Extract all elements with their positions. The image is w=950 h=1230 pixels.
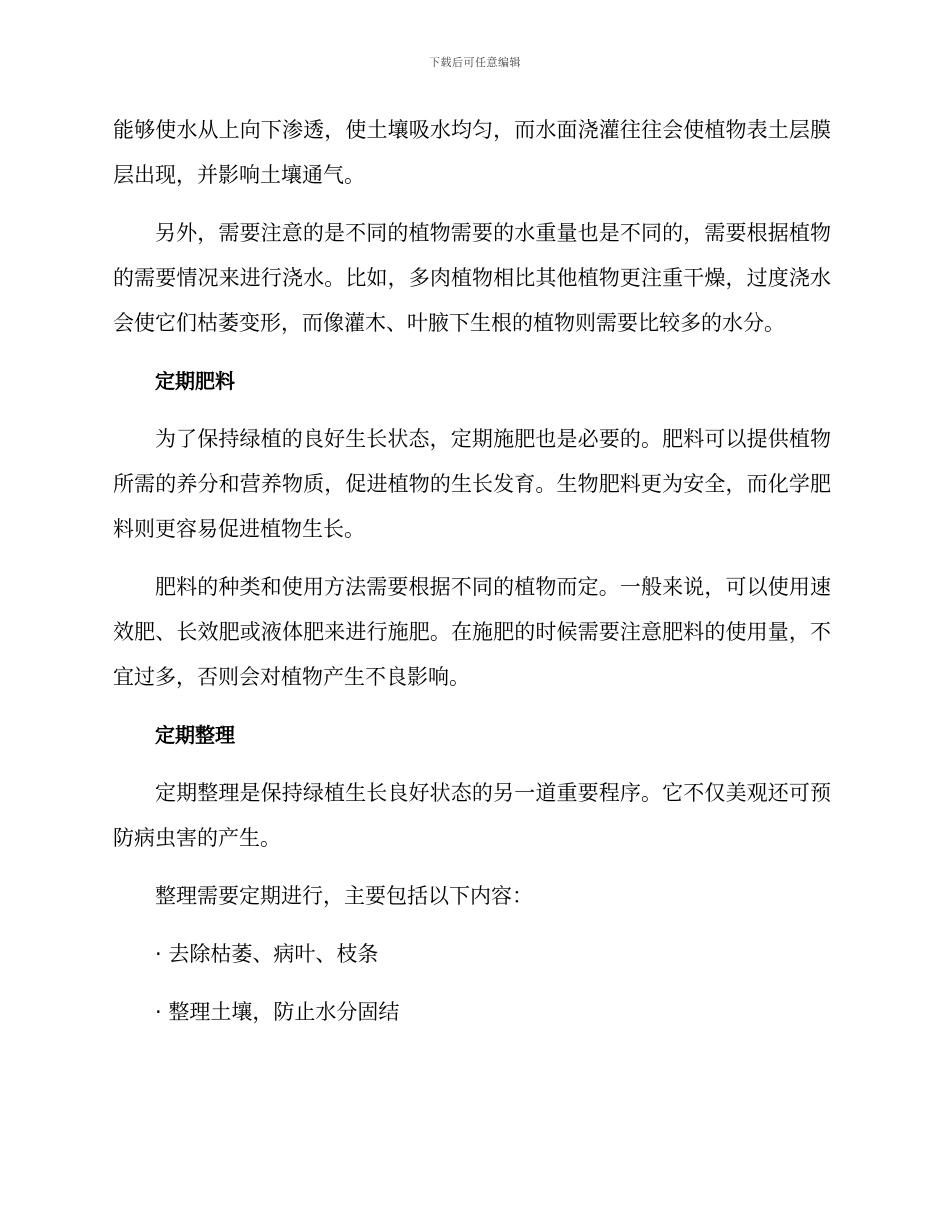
paragraph-water-needs: 另外，需要注意的是不同的植物需要的水重量也是不同的，需要根据植物的需要情况来进行浇水。比如，多肉植物相比其他植物更注重干燥，过度浇水会使它们枯萎变形，而像灌木、叶腋下生根的植物则需要比较多的水分。 <box>113 221 831 335</box>
paragraph-tidying-intro: 定期整理是保持绿植生长良好状态的另一道重要程序。它不仅美观还可预防病虫害的产生。 <box>113 781 831 850</box>
list-item: · 整理土壤，防止水分固结 <box>155 1000 400 1024</box>
paragraph-fertilizer-purpose: 为了保持绿植的良好生长状态，定期施肥也是必要的。肥料可以提供植物所需的养分和营养物质，促进植物的生长发育。生物肥料更为安全，而化学肥料则更容易促进植物生长。 <box>113 427 831 541</box>
list-item: · 去除枯萎、病叶、枝条 <box>155 942 379 966</box>
section-heading-fertilizing: 定期肥料 <box>155 369 235 393</box>
paragraph-continued: 能够使水从上向下渗透，使土壤吸水均匀，而水面浇灌往往会使植物表土层膜层出现，并影响土壤通气。 <box>113 118 831 187</box>
document-body <box>113 108 831 1048</box>
paragraph-fertilizer-usage: 肥料的种类和使用方法需要根据不同的植物而定。一般来说，可以使用速效肥、长效肥或液体肥来进行施肥。在施肥的时候需要注意肥料的使用量，不宜过多，否则会对植物产生不良影响。 <box>113 575 831 689</box>
page-header: 下载后可任意编辑 <box>429 56 521 69</box>
paragraph-tidying-list-intro: 整理需要定期进行，主要包括以下内容： <box>155 884 533 908</box>
section-heading-tidying: 定期整理 <box>155 723 235 747</box>
